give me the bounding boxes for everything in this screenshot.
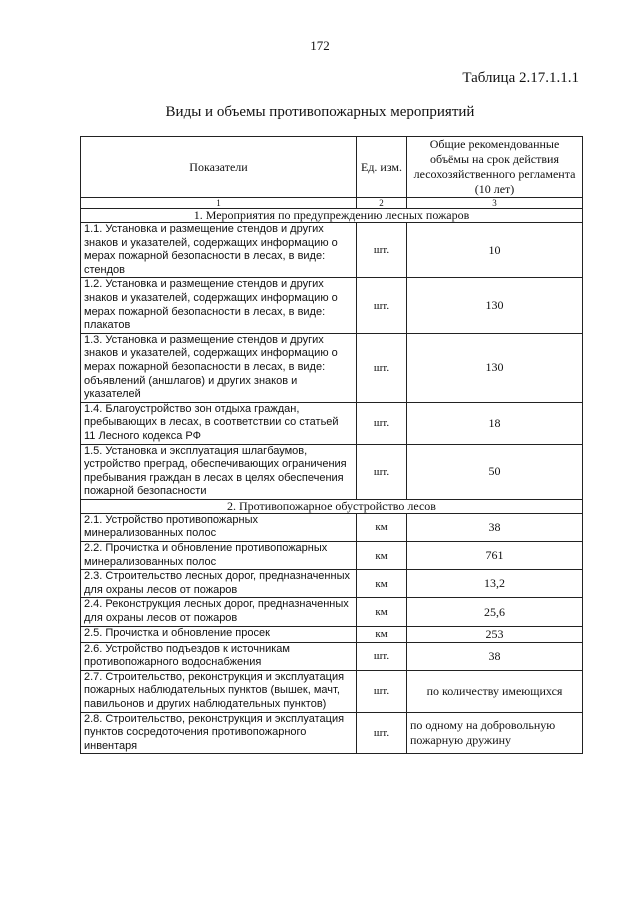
- section-title: 1. Мероприятия по предупреждению лесных пожаров: [81, 209, 583, 223]
- row-indicator: 2.4. Реконструкция лесных дорог, предназначенных для охраны лесов от пожаров: [81, 598, 357, 626]
- row-unit: шт.: [357, 670, 407, 712]
- page-number: 172: [310, 38, 330, 53]
- row-volume: 18: [407, 402, 583, 444]
- row-indicator: 2.8. Строительство, реконструкция и эксплуатация пунктов сосредоточения противопожарного инвентаря: [81, 712, 357, 754]
- row-volume: 253: [407, 626, 583, 642]
- row-volume: 130: [407, 278, 583, 333]
- row-unit: шт.: [357, 402, 407, 444]
- section-header-row: [81, 499, 583, 513]
- measures-table: [80, 136, 583, 754]
- table-row: [81, 570, 583, 598]
- document-title: Виды и объемы противопожарных мероприятий: [165, 104, 475, 120]
- row-unit: шт.: [357, 444, 407, 499]
- row-indicator: 1.2. Установка и размещение стендов и других знаков и указателей, содержащих информацию о мерах пожарной безопасности в лесах, в виде: плакатов: [81, 278, 357, 333]
- table-label: Таблица 2.17.1.1.1: [462, 70, 579, 86]
- table-row: [81, 444, 583, 499]
- table-row: [81, 542, 583, 570]
- table-row: [81, 402, 583, 444]
- row-unit: км: [357, 513, 407, 541]
- row-volume: 38: [407, 642, 583, 670]
- row-indicator: 2.2. Прочистка и обновление противопожарных минерализованных полос: [81, 542, 357, 570]
- row-unit: шт.: [357, 333, 407, 402]
- table-row: [81, 642, 583, 670]
- table-row: [81, 223, 583, 278]
- table-row: [81, 333, 583, 402]
- row-indicator: 1.3. Установка и размещение стендов и других знаков и указателей, содержащих информацию о мерах пожарной безопасности в лесах, в виде: объявлений (аншлагов) и других знаков и указателей: [81, 333, 357, 402]
- table-row: [81, 626, 583, 642]
- row-unit: км: [357, 598, 407, 626]
- row-volume: 38: [407, 513, 583, 541]
- section-header-row: [81, 209, 583, 223]
- row-unit: км: [357, 626, 407, 642]
- row-volume: 50: [407, 444, 583, 499]
- header-indicator: Показатели: [81, 137, 357, 198]
- row-unit: км: [357, 542, 407, 570]
- row-indicator: 1.5. Установка и эксплуатация шлагбаумов, устройство преград, обеспечивающих ограничения пребывания граждан в лесах в целях обеспечения пожарной безопасности: [81, 444, 357, 499]
- table-row: [81, 670, 583, 712]
- table-row: [81, 712, 583, 754]
- row-volume: 10: [407, 223, 583, 278]
- column-number-row: [81, 198, 583, 209]
- header-volume: Общие рекомендованные объёмы на срок действия лесохозяйственного регламента (10 лет): [407, 137, 583, 198]
- row-indicator: 2.7. Строительство, реконструкция и эксплуатация пожарных наблюдательных пунктов (вышек, мачт, павильонов и других наблюдательных пунктов): [81, 670, 357, 712]
- row-indicator: 2.6. Устройство подъездов к источникам противопожарного водоснабжения: [81, 642, 357, 670]
- row-indicator: 1.1. Установка и размещение стендов и других знаков и указателей, содержащих информацию о мерах пожарной безопасности в лесах, в виде: стендов: [81, 223, 357, 278]
- row-volume: по одному на добровольную пожарную дружину: [407, 712, 583, 754]
- row-indicator: 2.1. Устройство противопожарных минерализованных полос: [81, 513, 357, 541]
- column-number: 2: [357, 198, 407, 209]
- row-volume: 761: [407, 542, 583, 570]
- header-row: [81, 137, 583, 198]
- column-number: 1: [81, 198, 357, 209]
- table-row: [81, 278, 583, 333]
- row-unit: км: [357, 570, 407, 598]
- header-unit: Ед. изм.: [357, 137, 407, 198]
- row-volume: по количеству имеющихся: [407, 670, 583, 712]
- row-volume: 130: [407, 333, 583, 402]
- row-volume: 13,2: [407, 570, 583, 598]
- table-row: [81, 598, 583, 626]
- row-indicator: 2.5. Прочистка и обновление просек: [81, 626, 357, 642]
- row-unit: шт.: [357, 223, 407, 278]
- row-indicator: 1.4. Благоустройство зон отдыха граждан, пребывающих в лесах, в соответствии со статьей 11 Лесного кодекса РФ: [81, 402, 357, 444]
- column-number: 3: [407, 198, 583, 209]
- row-unit: шт.: [357, 278, 407, 333]
- section-title: 2. Противопожарное обустройство лесов: [81, 499, 583, 513]
- row-indicator: 2.3. Строительство лесных дорог, предназначенных для охраны лесов от пожаров: [81, 570, 357, 598]
- row-volume: 25,6: [407, 598, 583, 626]
- row-unit: шт.: [357, 712, 407, 754]
- table-row: [81, 513, 583, 541]
- row-unit: шт.: [357, 642, 407, 670]
